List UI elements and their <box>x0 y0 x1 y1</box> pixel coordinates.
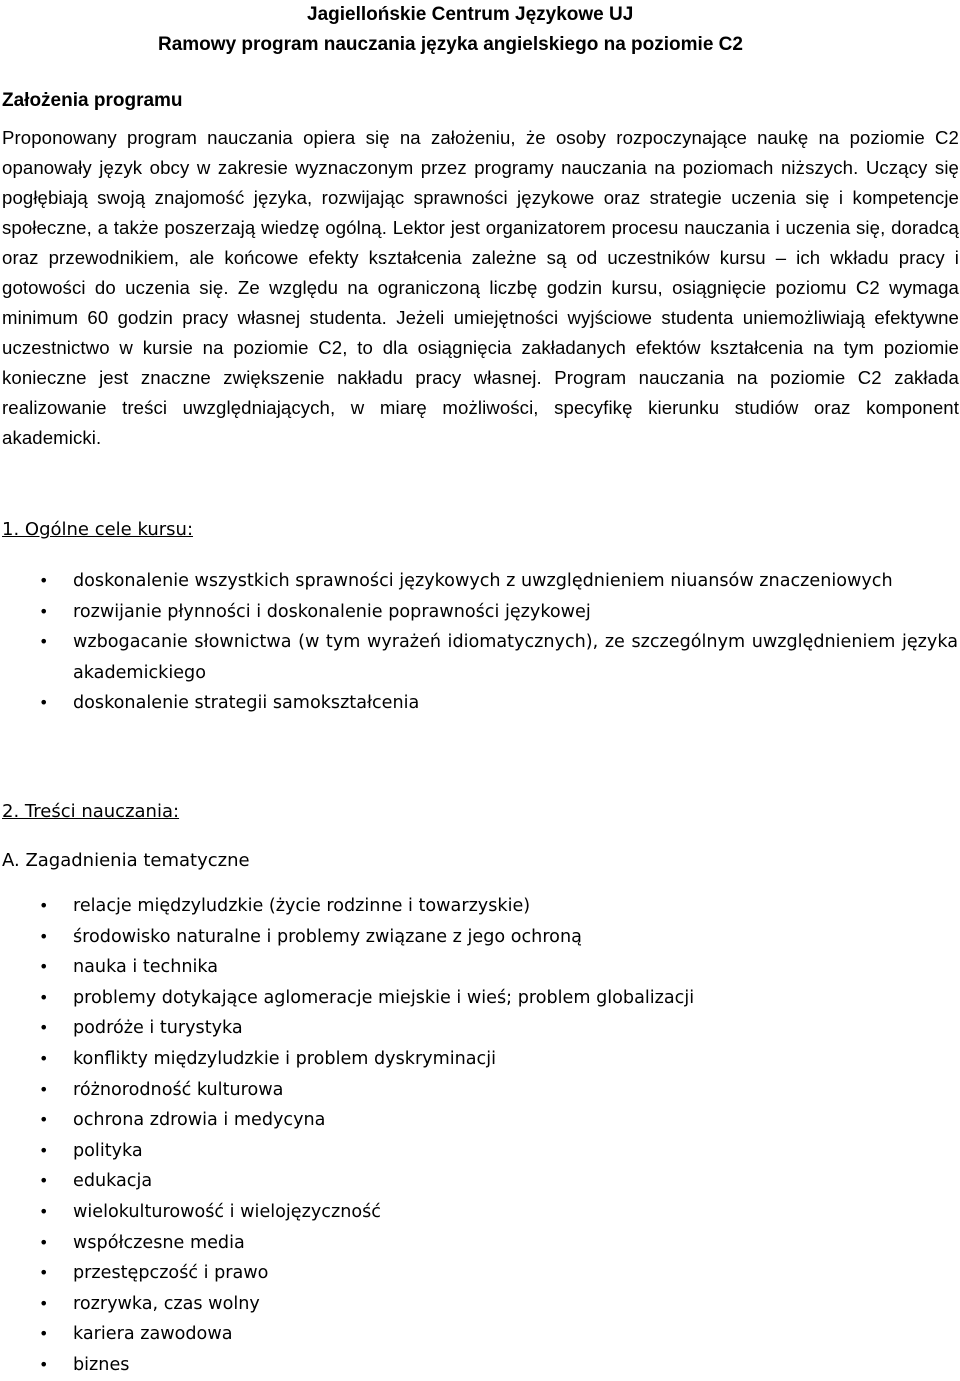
bullet-icon: • <box>39 571 49 590</box>
assumptions-heading: Założenia programu <box>2 90 183 111</box>
list-item-text: doskonalenie wszystkich sprawności językowych z uwzględnieniem niuansów znaczeniowych <box>73 571 893 591</box>
list-item-text: różnorodność kulturowa <box>73 1079 284 1100</box>
list-item <box>0 1350 960 1381</box>
bullet-icon: • <box>39 601 49 621</box>
list-item-text: doskonalenie strategii samokształcenia <box>73 693 420 714</box>
bullet-icon: • <box>39 1293 49 1313</box>
list-item-text: edukacja <box>73 1171 153 1192</box>
bullet-icon: • <box>39 987 49 1007</box>
bullet-icon: • <box>39 896 49 915</box>
goals-list <box>0 566 960 719</box>
bullet-icon: • <box>39 1140 49 1160</box>
bullet-icon: • <box>39 1048 49 1068</box>
institution-name: Jagiellońskie Centrum Językowe UJ <box>307 4 634 25</box>
list-item-text: kariera zawodowa <box>73 1324 233 1345</box>
bullet-icon: • <box>39 1171 49 1191</box>
bullet-icon: • <box>39 1079 49 1099</box>
list-item-text: wzbogacanie słownictwa (w tym wyrażeń idiomatycznych), ze szczególnym uwzględnieniem języka akademickiego <box>73 632 958 683</box>
list-item <box>0 1136 960 1167</box>
list-item <box>0 1105 960 1136</box>
list-item <box>0 1197 960 1228</box>
list-item <box>0 1013 960 1044</box>
list-item-text: problemy dotykające aglomeracje miejskie i wieś; problem globalizacji <box>73 987 695 1008</box>
list-item-text: polityka <box>73 1140 143 1161</box>
list-item <box>0 1289 960 1320</box>
list-item-text: środowisko naturalne i problemy związane z jego ochroną <box>73 926 582 947</box>
list-item-text: rozwijanie płynności i doskonalenie poprawności językowej <box>73 601 591 622</box>
bullet-icon: • <box>39 693 49 713</box>
list-item <box>0 627 960 688</box>
bullet-icon: • <box>39 957 49 977</box>
list-item <box>0 1075 960 1106</box>
list-item-text: ochrona zdrowia i medycyna <box>73 1110 326 1131</box>
list-item <box>0 952 960 983</box>
list-item <box>0 922 960 953</box>
list-item-text: współczesne media <box>73 1232 245 1253</box>
bullet-icon: • <box>39 1263 49 1283</box>
list-item-text: konflikty międzyludzkie i problem dyskryminacji <box>73 1048 496 1069</box>
list-item-text: nauka i technika <box>73 957 219 978</box>
bullet-icon: • <box>39 1018 49 1038</box>
list-item-text: wielokulturowość i wielojęzyczność <box>73 1201 381 1222</box>
bullet-icon: • <box>39 926 49 946</box>
list-item-text: relacje międzyludzkie (życie rodzinne i towarzyskie) <box>73 896 531 916</box>
list-item <box>0 1228 960 1259</box>
content-heading: 2. Treści nauczania: <box>2 801 180 822</box>
program-title: Ramowy program nauczania języka angielskiego na poziomie C2 <box>158 34 743 55</box>
list-item-text: przestępczość i prawo <box>73 1263 269 1284</box>
list-item-text: rozrywka, czas wolny <box>73 1293 260 1314</box>
list-item <box>0 1166 960 1197</box>
topics-list <box>0 891 960 1381</box>
list-item-text: podróże i turystyka <box>73 1018 243 1039</box>
assumptions-paragraph: Proponowany program nauczania opiera się na założeniu, że osoby rozpoczynające naukę na poziomie C2 opanowały język obcy w zakresie wyznaczonym przez programy nauczania na poziomach niższych. Uczący się pogłębiają swoją znajomość języka, rozwijając sprawności językowe oraz strategie uczenia się i kompetencje społeczne, a także poszerzają wiedzę ogólną. Lektor jest organizatorem procesu nauczania i uczenia się, doradcą oraz przewodnikiem, ale końcowe efekty kształcenia zależne są od uczestników kursu – ich wkładu pracy i gotowości do uczenia się. Ze względu na ograniczoną liczbę godzin kursu, osiągnięcie poziomu C2 wymaga minimum 60 godzin pracy własnej studenta. Jeżeli umiejętności wyjściowe studenta uniemożliwiają efektywne uczestnictwo w kursie na poziomie C2, to dla osiągnięcia zakładanych efektów kształcenia na tym poziomie konieczne jest znaczne zwiększenie nakładu pracy własnej. Program nauczania na poziomie C2 zakłada realizowanie treści uwzględniających, w miarę możliwości, specyfikę kierunku studiów oraz komponent akademicki. <box>2 127 959 448</box>
list-item <box>0 1258 960 1289</box>
list-item <box>0 891 960 922</box>
list-item <box>0 688 960 719</box>
topics-subheading: A. Zagadnienia tematyczne <box>2 850 250 871</box>
bullet-icon: • <box>39 1232 49 1252</box>
list-item <box>0 597 960 628</box>
bullet-icon: • <box>39 632 49 652</box>
list-item <box>0 983 960 1014</box>
bullet-icon: • <box>39 1201 49 1221</box>
list-item <box>0 1319 960 1350</box>
list-item-text: biznes <box>73 1354 130 1375</box>
bullet-icon: • <box>39 1110 49 1130</box>
list-item <box>0 1044 960 1075</box>
bullet-icon: • <box>39 1354 49 1374</box>
bullet-icon: • <box>39 1324 49 1344</box>
goals-heading: 1. Ogólne cele kursu: <box>2 519 194 540</box>
list-item <box>0 566 960 597</box>
